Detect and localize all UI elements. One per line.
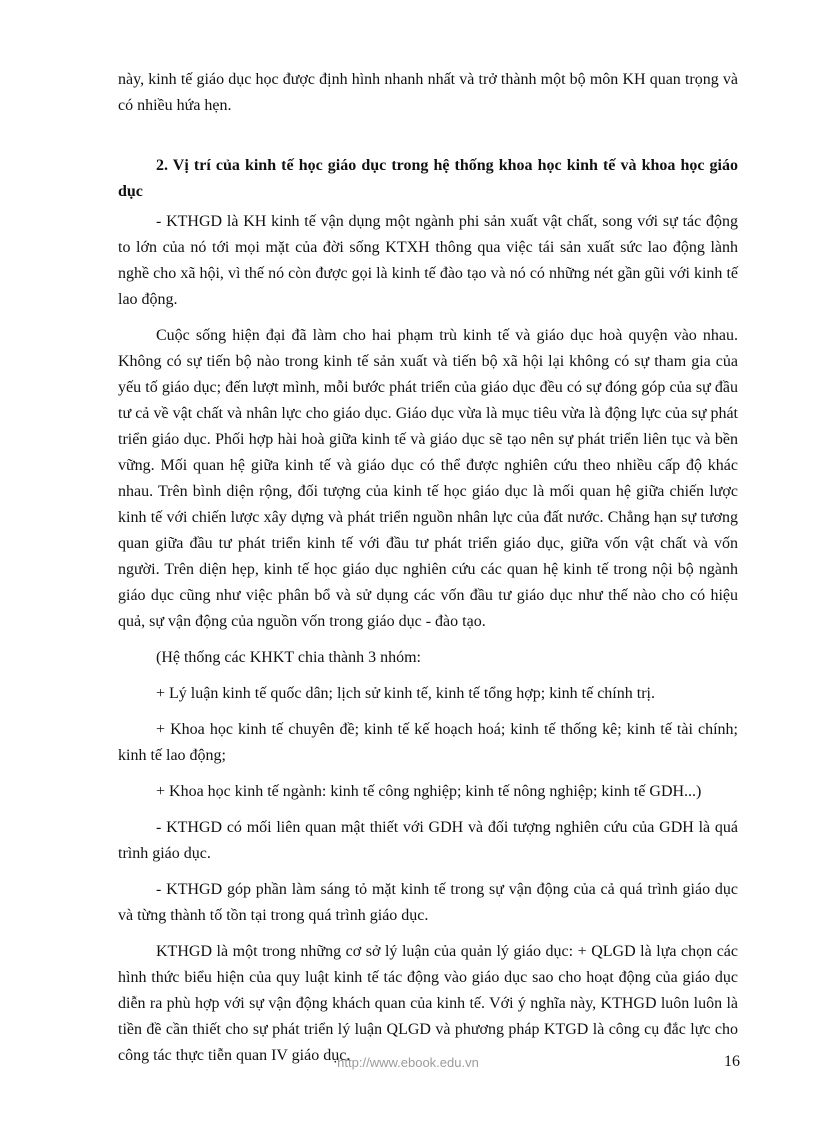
document-body xyxy=(118,67,738,1079)
paragraph: - KTHGD có mối liên quan mật thiết với GDH và đối tượng nghiên cứu của GDH là quá trình giáo dục. xyxy=(118,819,738,862)
paragraph: - KTHGD là KH kinh tế vận dụng một ngành phi sản xuất vật chất, song với sự tác động to lớn của nó tới mọi mặt của đời sống KTXH thông qua việc tái sản xuất sức lao động lành nghề cho xã hội, vì thế nó còn được gọi là kinh tế đào tạo và nó có những nét gần gũi với kinh tế lao động. xyxy=(118,213,738,308)
paragraph: - KTHGD góp phần làm sáng tỏ mặt kinh tế trong sự vận động của cả quá trình giáo dục và từng thành tố tồn tại trong quá trình giáo dục. xyxy=(118,881,738,924)
paragraph: + Lý luận kinh tế quốc dân; lịch sử kinh tế, kinh tế tổng hợp; kinh tế chính trị. xyxy=(156,685,655,702)
paragraph: + Khoa học kinh tế chuyên đề; kinh tế kế hoạch hoá; kinh tế thống kê; kinh tế tài chính; kinh tế lao động; xyxy=(118,721,738,764)
paragraph: KTHGD là một trong những cơ sở lý luận của quản lý giáo dục: + QLGD là lựa chọn các hình thức biểu hiện của quy luật kinh tế tác động vào giáo dục sao cho hoạt động của giáo dục diễn ra phù hợp với sự vận động khách quan của kinh tế. Với ý nghĩa này, KTHGD luôn luôn là tiền đề cần thiết cho sự phát triển lý luận QLGD và phương pháp KTGD là công cụ đắc lực cho công tác thực tiễn quan IV giáo dục. xyxy=(118,943,738,1064)
paragraph: (Hệ thống các KHKT chia thành 3 nhóm: xyxy=(156,649,421,666)
page-number: 16 xyxy=(724,1053,740,1070)
continuation-paragraph: này, kinh tế giáo dục học được định hình nhanh nhất và trở thành một bộ môn KH quan trọng và có nhiều hứa hẹn. xyxy=(118,71,738,114)
paragraph: + Khoa học kinh tế ngành: kinh tế công nghiệp; kinh tế nông nghiệp; kinh tế GDH...) xyxy=(156,783,702,800)
paragraph: Cuộc sống hiện đại đã làm cho hai phạm trù kinh tế và giáo dục hoà quyện vào nhau. Không có sự tiến bộ nào trong kinh tế sản xuất và tiến bộ xã hội lại không có sự tham gia của yếu tố giáo dục; đến lượt mình, mỗi bước phát triển của giáo dục đều có sự đóng góp của sự đầu tư cả về vật chất và nhân lực cho giáo dục. Giáo dục vừa là mục tiêu vừa là động lực của sự phát triển giáo dục. Phối hợp hài hoà giữa kinh tế và giáo dục sẽ tạo nên sự phát triển liên tục và bền vững. Mối quan hệ giữa kinh tế và giáo dục có thể được nghiên cứu theo nhiều cấp độ khác nhau. Trên bình diện rộng, đối tượng của kinh tế học giáo dục là mối quan hệ giữa chiến lược kinh tế với chiến lược xây dựng và phát triển nguồn nhân lực của đất nước. Chẳng hạn sự tương quan giữa đầu tư phát triển kinh tế với đầu tư phát triển giáo dục, giữa vốn vật chất và vốn người. Trên diện hẹp, kinh tế học giáo dục nghiên cứu các quan hệ kinh tế trong nội bộ ngành giáo dục cũng như việc phân bổ và sử dụng các vốn đầu tư giáo dục như thế nào cho có hiệu quả, sự vận động của nguồn vốn trong giáo dục - đào tạo. xyxy=(118,327,738,630)
footer-url[interactable]: http://www.ebook.edu.vn xyxy=(337,1055,479,1070)
section-heading: 2. Vị trí của kinh tế học giáo dục trong hệ thống khoa học kinh tế và khoa học giáo dục xyxy=(118,157,738,200)
